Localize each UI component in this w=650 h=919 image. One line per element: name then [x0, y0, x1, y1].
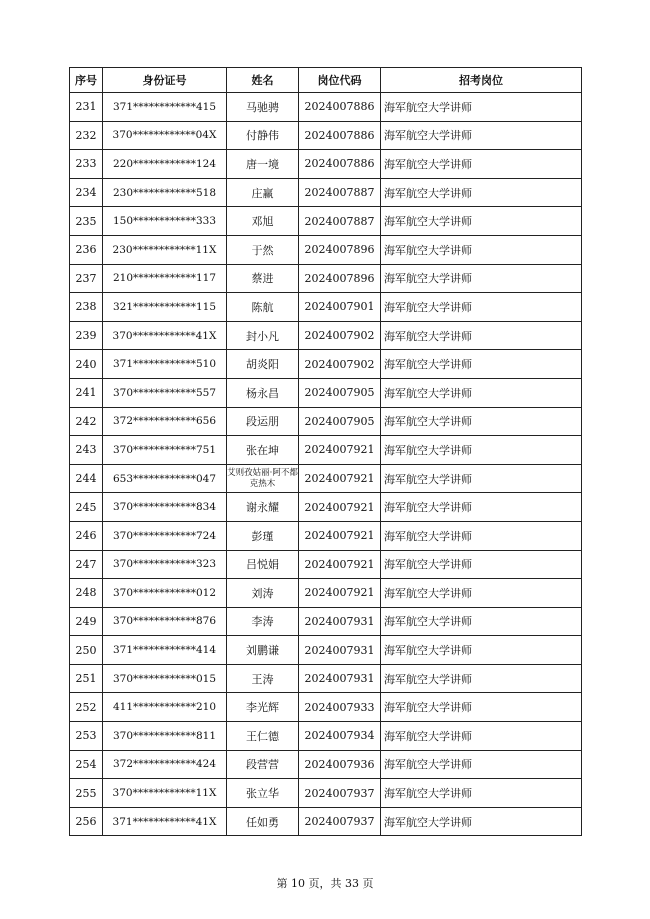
cell-seq: 249: [70, 607, 103, 636]
cell-post-title: 海军航空大学讲师: [381, 93, 582, 122]
cell-name: 王仁德: [227, 722, 299, 751]
cell-name: 付静伟: [227, 121, 299, 150]
cell-id-number: 370************41X: [103, 321, 227, 350]
table-row: [70, 436, 582, 465]
table-row: [70, 722, 582, 751]
table-row: [70, 493, 582, 522]
cell-post-code: 2024007902: [299, 350, 381, 379]
header-post-code: 岗位代码: [299, 68, 381, 93]
cell-post-code: 2024007896: [299, 264, 381, 293]
cell-seq: 241: [70, 378, 103, 407]
cell-name: 张在坤: [227, 436, 299, 465]
cell-seq: 232: [70, 121, 103, 150]
cell-post-title: 海军航空大学讲师: [381, 493, 582, 522]
cell-post-title: 海军航空大学讲师: [381, 722, 582, 751]
cell-id-number: 210************117: [103, 264, 227, 293]
cell-post-title: 海军航空大学讲师: [381, 350, 582, 379]
cell-post-title: 海军航空大学讲师: [381, 178, 582, 207]
cell-post-title: 海军航空大学讲师: [381, 607, 582, 636]
table-header: [70, 68, 582, 93]
cell-id-number: 370************04X: [103, 121, 227, 150]
table-row: [70, 750, 582, 779]
cell-id-number: 370************811: [103, 722, 227, 751]
cell-name: 陈航: [227, 293, 299, 322]
cell-post-title: 海军航空大学讲师: [381, 464, 582, 493]
cell-seq: 255: [70, 779, 103, 808]
cell-seq: 239: [70, 321, 103, 350]
cell-id-number: 370************015: [103, 664, 227, 693]
cell-post-code: 2024007921: [299, 464, 381, 493]
cell-id-number: 370************876: [103, 607, 227, 636]
header-row: [70, 68, 582, 93]
cell-seq: 244: [70, 464, 103, 493]
cell-seq: 236: [70, 235, 103, 264]
table-row: [70, 779, 582, 808]
cell-name: 唐一境: [227, 150, 299, 179]
cell-post-code: 2024007937: [299, 779, 381, 808]
cell-post-title: 海军航空大学讲师: [381, 807, 582, 836]
cell-name: 李光辉: [227, 693, 299, 722]
table-row: [70, 693, 582, 722]
header-name: 姓名: [227, 68, 299, 93]
cell-id-number: 370************724: [103, 521, 227, 550]
cell-name: 刘鹏谦: [227, 636, 299, 665]
cell-post-code: 2024007937: [299, 807, 381, 836]
cell-seq: 242: [70, 407, 103, 436]
table-row: [70, 121, 582, 150]
table-row: [70, 521, 582, 550]
cell-post-title: 海军航空大学讲师: [381, 693, 582, 722]
table-row: [70, 579, 582, 608]
cell-post-code: 2024007921: [299, 579, 381, 608]
cell-post-title: 海军航空大学讲师: [381, 293, 582, 322]
cell-name: 邓旭: [227, 207, 299, 236]
cell-name: 李涛: [227, 607, 299, 636]
cell-seq: 237: [70, 264, 103, 293]
cell-name: 彭瑾: [227, 521, 299, 550]
cell-post-code: 2024007901: [299, 293, 381, 322]
cell-name: 胡炎阳: [227, 350, 299, 379]
cell-id-number: 321************115: [103, 293, 227, 322]
cell-seq: 248: [70, 579, 103, 608]
cell-id-number: 371************415: [103, 93, 227, 122]
cell-post-code: 2024007931: [299, 636, 381, 665]
header-post-title: 招考岗位: [381, 68, 582, 93]
cell-post-code: 2024007902: [299, 321, 381, 350]
cell-id-number: 371************510: [103, 350, 227, 379]
cell-post-code: 2024007896: [299, 235, 381, 264]
cell-seq: 253: [70, 722, 103, 751]
header-seq: 序号: [70, 68, 103, 93]
table-row: [70, 378, 582, 407]
cell-post-code: 2024007921: [299, 493, 381, 522]
cell-id-number: 370************323: [103, 550, 227, 579]
table-row: [70, 664, 582, 693]
cell-name: 任如勇: [227, 807, 299, 836]
cell-name: 段营营: [227, 750, 299, 779]
cell-post-title: 海军航空大学讲师: [381, 664, 582, 693]
cell-post-code: 2024007921: [299, 550, 381, 579]
cell-name: 王涛: [227, 664, 299, 693]
cell-post-title: 海军航空大学讲师: [381, 550, 582, 579]
cell-post-code: 2024007905: [299, 378, 381, 407]
cell-id-number: 370************751: [103, 436, 227, 465]
cell-post-code: 2024007886: [299, 150, 381, 179]
table-row: [70, 321, 582, 350]
cell-post-code: 2024007921: [299, 521, 381, 550]
cell-seq: 235: [70, 207, 103, 236]
cell-post-code: 2024007886: [299, 121, 381, 150]
cell-post-title: 海军航空大学讲师: [381, 321, 582, 350]
table-row: [70, 407, 582, 436]
cell-seq: 234: [70, 178, 103, 207]
cell-post-code: 2024007936: [299, 750, 381, 779]
table-row: [70, 550, 582, 579]
table-row: [70, 464, 582, 493]
cell-post-title: 海军航空大学讲师: [381, 750, 582, 779]
cell-post-title: 海军航空大学讲师: [381, 378, 582, 407]
cell-post-title: 海军航空大学讲师: [381, 579, 582, 608]
cell-post-code: 2024007931: [299, 607, 381, 636]
cell-seq: 252: [70, 693, 103, 722]
cell-id-number: 370************11X: [103, 779, 227, 808]
header-id-number: 身份证号: [103, 68, 227, 93]
cell-post-title: 海军航空大学讲师: [381, 121, 582, 150]
table-row: [70, 264, 582, 293]
cell-id-number: 370************557: [103, 378, 227, 407]
cell-post-code: 2024007887: [299, 207, 381, 236]
cell-name: 张立华: [227, 779, 299, 808]
cell-name: 于然: [227, 235, 299, 264]
page-footer: 第 10 页，共 33 页: [276, 877, 374, 890]
cell-id-number: 411************210: [103, 693, 227, 722]
cell-seq: 240: [70, 350, 103, 379]
cell-post-title: 海军航空大学讲师: [381, 150, 582, 179]
cell-name: 庄赢: [227, 178, 299, 207]
cell-name: 段运朋: [227, 407, 299, 436]
cell-name: 马驰骋: [227, 93, 299, 122]
cell-id-number: 372************424: [103, 750, 227, 779]
cell-post-code: 2024007886: [299, 93, 381, 122]
cell-id-number: 371************414: [103, 636, 227, 665]
cell-post-title: 海军航空大学讲师: [381, 436, 582, 465]
cell-seq: 243: [70, 436, 103, 465]
cell-id-number: 230************518: [103, 178, 227, 207]
cell-seq: 250: [70, 636, 103, 665]
cell-seq: 254: [70, 750, 103, 779]
cell-id-number: 371************41X: [103, 807, 227, 836]
cell-post-title: 海军航空大学讲师: [381, 779, 582, 808]
cell-id-number: 372************656: [103, 407, 227, 436]
cell-name: 刘涛: [227, 579, 299, 608]
cell-name: 封小凡: [227, 321, 299, 350]
cell-name: 艾则孜姑丽·阿不都克热木: [227, 464, 299, 493]
table-row: [70, 350, 582, 379]
cell-post-code: 2024007887: [299, 178, 381, 207]
cell-id-number: 370************012: [103, 579, 227, 608]
cell-seq: 238: [70, 293, 103, 322]
cell-post-code: 2024007931: [299, 664, 381, 693]
cell-post-title: 海军航空大学讲师: [381, 407, 582, 436]
table-row: [70, 178, 582, 207]
table-row: [70, 93, 582, 122]
cell-name: 谢永耀: [227, 493, 299, 522]
cell-seq: 231: [70, 93, 103, 122]
cell-id-number: 230************11X: [103, 235, 227, 264]
cell-id-number: 653************047: [103, 464, 227, 493]
table-row: [70, 293, 582, 322]
cell-post-code: 2024007934: [299, 722, 381, 751]
table-row: [70, 150, 582, 179]
table-body: [70, 93, 582, 836]
cell-post-code: 2024007933: [299, 693, 381, 722]
table-row: [70, 207, 582, 236]
table-row: [70, 235, 582, 264]
cell-post-code: 2024007905: [299, 407, 381, 436]
cell-seq: 247: [70, 550, 103, 579]
cell-post-title: 海军航空大学讲师: [381, 207, 582, 236]
cell-id-number: 150************333: [103, 207, 227, 236]
table-row: [70, 807, 582, 836]
cell-post-title: 海军航空大学讲师: [381, 264, 582, 293]
table-row: [70, 607, 582, 636]
cell-name: 蔡进: [227, 264, 299, 293]
cell-seq: 245: [70, 493, 103, 522]
cell-seq: 246: [70, 521, 103, 550]
cell-name: 杨永昌: [227, 378, 299, 407]
cell-post-code: 2024007921: [299, 436, 381, 465]
cell-seq: 251: [70, 664, 103, 693]
cell-name: 吕悦娟: [227, 550, 299, 579]
candidate-table: [69, 67, 582, 836]
cell-post-title: 海军航空大学讲师: [381, 235, 582, 264]
cell-post-title: 海军航空大学讲师: [381, 521, 582, 550]
table-row: [70, 636, 582, 665]
cell-seq: 233: [70, 150, 103, 179]
cell-seq: 256: [70, 807, 103, 836]
cell-id-number: 220************124: [103, 150, 227, 179]
cell-id-number: 370************834: [103, 493, 227, 522]
cell-post-title: 海军航空大学讲师: [381, 636, 582, 665]
